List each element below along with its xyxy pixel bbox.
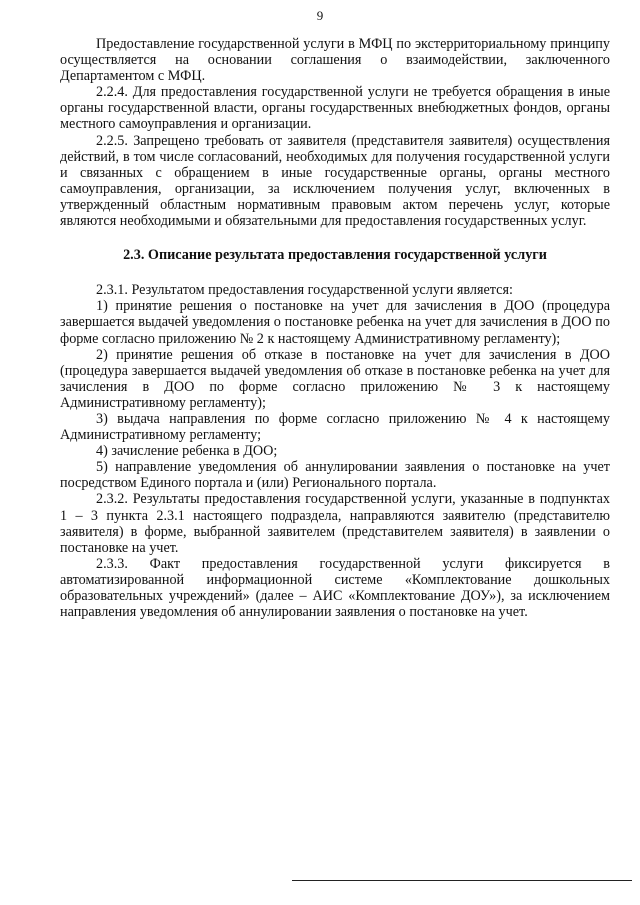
paragraph-2-3-2: 2.3.2. Результаты предоставления государственной услуги, указанные в подпунктах 1 – 3 пункта 2.3.1 настоящего подраздела, направляются заявителю (представителю заявителя) в форме, выбранной заявителем (представителем заявителя) в заявлении о постановке на учет. [60, 491, 610, 556]
paragraph-2-3-3: 2.3.3. Факт предоставления государственной услуги фиксируется в автоматизированной информационной системе «Комплектование дошкольных образовательных учреждений» (далее – АИС «Комплектование ДОУ»), за исключением направления уведомления об аннулировании заявления о постановке на учет. [60, 555, 610, 621]
paragraph-2-2-4: 2.2.4. Для предоставления государственной услуги не требуется обращения в иные органы государственной власти, органы государственных внебюджетных фондов, органы местного самоуправления и организации. [60, 84, 610, 133]
page-number: 9 [316, 8, 324, 23]
list-item-2: 2) принятие решения об отказе в постановке на учет для зачисления в ДОО (процедура завершается выдачей уведомления об отказе в постановке ребенка на учет для зачисления в ДОО по форме согласно приложению № 3 к настоящему Административному регламенту); [60, 346, 610, 411]
paragraph-2-2-5: 2.2.5. Запрещено требовать от заявителя (представителя заявителя) осуществления действий, в том числе согласований, необходимых для получения государственной услуги и связанных с обращением в иные государственные органы, органы местного самоуправления, организации, за исключением получения услуг, включенных в утвержденный областным нормативным правовым актом перечень услуг, которые являются необходимыми и обязательными для предоставления государственных услуг. [60, 132, 610, 230]
paragraph-mfc-extraterritorial: Предоставление государственной услуги в МФЦ по экстерриториальному принципу осуществляется на основании соглашения о взаимодействии, заключенного Департаментом с МФЦ. [60, 36, 610, 85]
bottom-rule-divider [292, 880, 632, 881]
list-item-3: 3) выдача направления по форме согласно приложению № 4 к настоящему Административному регламенту; [60, 410, 610, 444]
list-item-4: 4) зачисление ребенка в ДОО; [96, 443, 278, 460]
page-body [60, 36, 610, 620]
list-item-5: 5) направление уведомления об аннулировании заявления о постановке на учет посредством Единого портала и (или) Регионального портала. [60, 459, 610, 492]
list-item-1: 1) принятие решения о постановке на учет для зачисления в ДОО (процедура завершается выдачей уведомления о постановке ребенка на учет для зачисления в ДОО по форме согласно приложению № 2 к настоящему Административному регламенту); [60, 298, 610, 347]
paragraph-2-3-1: 2.3.1. Результатом предоставления государственной услуги является: [96, 282, 513, 299]
section-heading-2-3: 2.3. Описание результата предоставления государственной услуги [123, 247, 547, 264]
